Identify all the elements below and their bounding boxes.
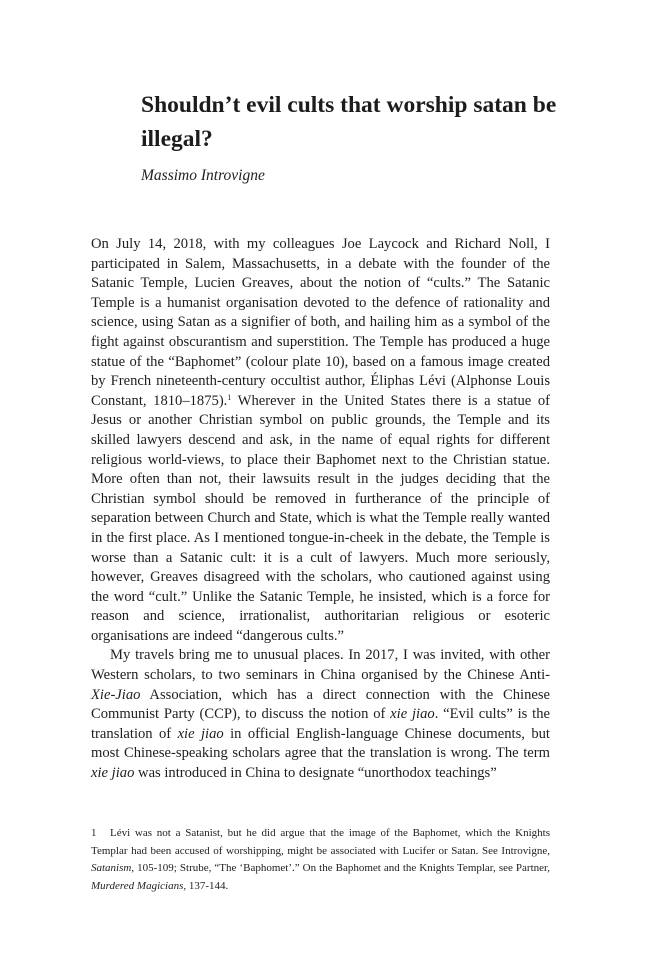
emphasis-term: xie jiao [91, 765, 135, 782]
footnotes [91, 825, 550, 895]
paragraph-2-text: was introduced in China to designate “unorthodox teachings” [134, 765, 497, 782]
footnote-text: , 105-109; Strube, “The ‘Baphomet’.” On the Baphomet and the Knights Templar, see Partner, [131, 862, 550, 874]
paragraph-2-text: . “Evil cults” is the translation of [91, 706, 550, 742]
paragraph-1 [91, 235, 550, 646]
paragraph-2-text: in official English-language Chinese documents, but most Chinese-speaking scholars agree that the translation is wrong. The term [91, 725, 550, 762]
emphasis-term: xie jiao [177, 725, 224, 742]
paragraph-2-text: Association, which has a direct connection with the Chinese Communist Party (CCP), to discuss the notion of [91, 686, 550, 723]
footnote-1 [91, 825, 550, 895]
footnote-text: , 137-144. [183, 879, 229, 892]
footnote-text: Lévi was not a Satanist, but he did argue that the image of the Baphomet, which the Knights Templar had been accused of worshipping, might be associated with Lucifer or Satan. See Introvigne, [91, 827, 550, 857]
paragraph-2-text: My travels bring me to unusual places. In 2017, I was invited, with other Western scholars, to two seminars in China organised by the Chinese Anti- [91, 647, 550, 684]
page-title: Shouldn’t evil cults that worship satan be illegal? [141, 92, 557, 152]
citation-title: Murdered Magicians [91, 879, 184, 892]
citation-title: Satanism [91, 862, 132, 874]
footnote-number: 1 [91, 827, 97, 839]
author-name: Massimo Introvigne [141, 167, 265, 184]
emphasis-term: Xie-Jiao [91, 686, 141, 703]
body-text [91, 235, 550, 784]
footnote-reference-1[interactable]: 1 [227, 392, 232, 402]
emphasis-term: xie jiao [390, 706, 435, 723]
paragraph-1-text-a: On July 14, 2018, with my colleagues Joe Laycock and Richard Noll, I participated in Salem, Massachusetts, in a debate with the founder of the Satanic Temple, Lucien Greaves, about the notion of “cults.” The Satanic Temple is a humanist organisation devoted to the defence of rationality and science, using Satan as a signifier of both, and hailing him as a symbol of the fight against obscurantism and superstition. The Temple has produced a huge statue of the “Baphomet” (colour plate 10), based on a famous image created by French nineteenth-century occultist author, Éliphas Lévi (Alphonse Louis Constant, 1810–1875). [91, 236, 550, 409]
paragraph-1-text-b: Wherever in the United States there is a statue of Jesus or another Christian symbol on public grounds, the Temple and its skilled lawyers descend and ask, in the name of equal rights for different religious world-views, to place their Baphomet next to the Christian statue. More often than not, their lawsuits result in the judges deciding that the Christian symbol should be removed in furtherance of the principle of separation between Church and State, which is what the Temple really wanted in the first place. As I mentioned tongue-in-cheek in the debate, the Temple is worse than a Satanic cult: it is a cult of lawyers. Much more seriously, however, Greaves disagreed with the scholars, who cautioned against using the word “cult.” Unlike the Satanic Temple, he insisted, which is a force for reason and science, irrationalist, authoritarian religious or esoteric organisations are indeed “dangerous cults.” [91, 392, 550, 644]
paragraph-2 [91, 646, 550, 783]
